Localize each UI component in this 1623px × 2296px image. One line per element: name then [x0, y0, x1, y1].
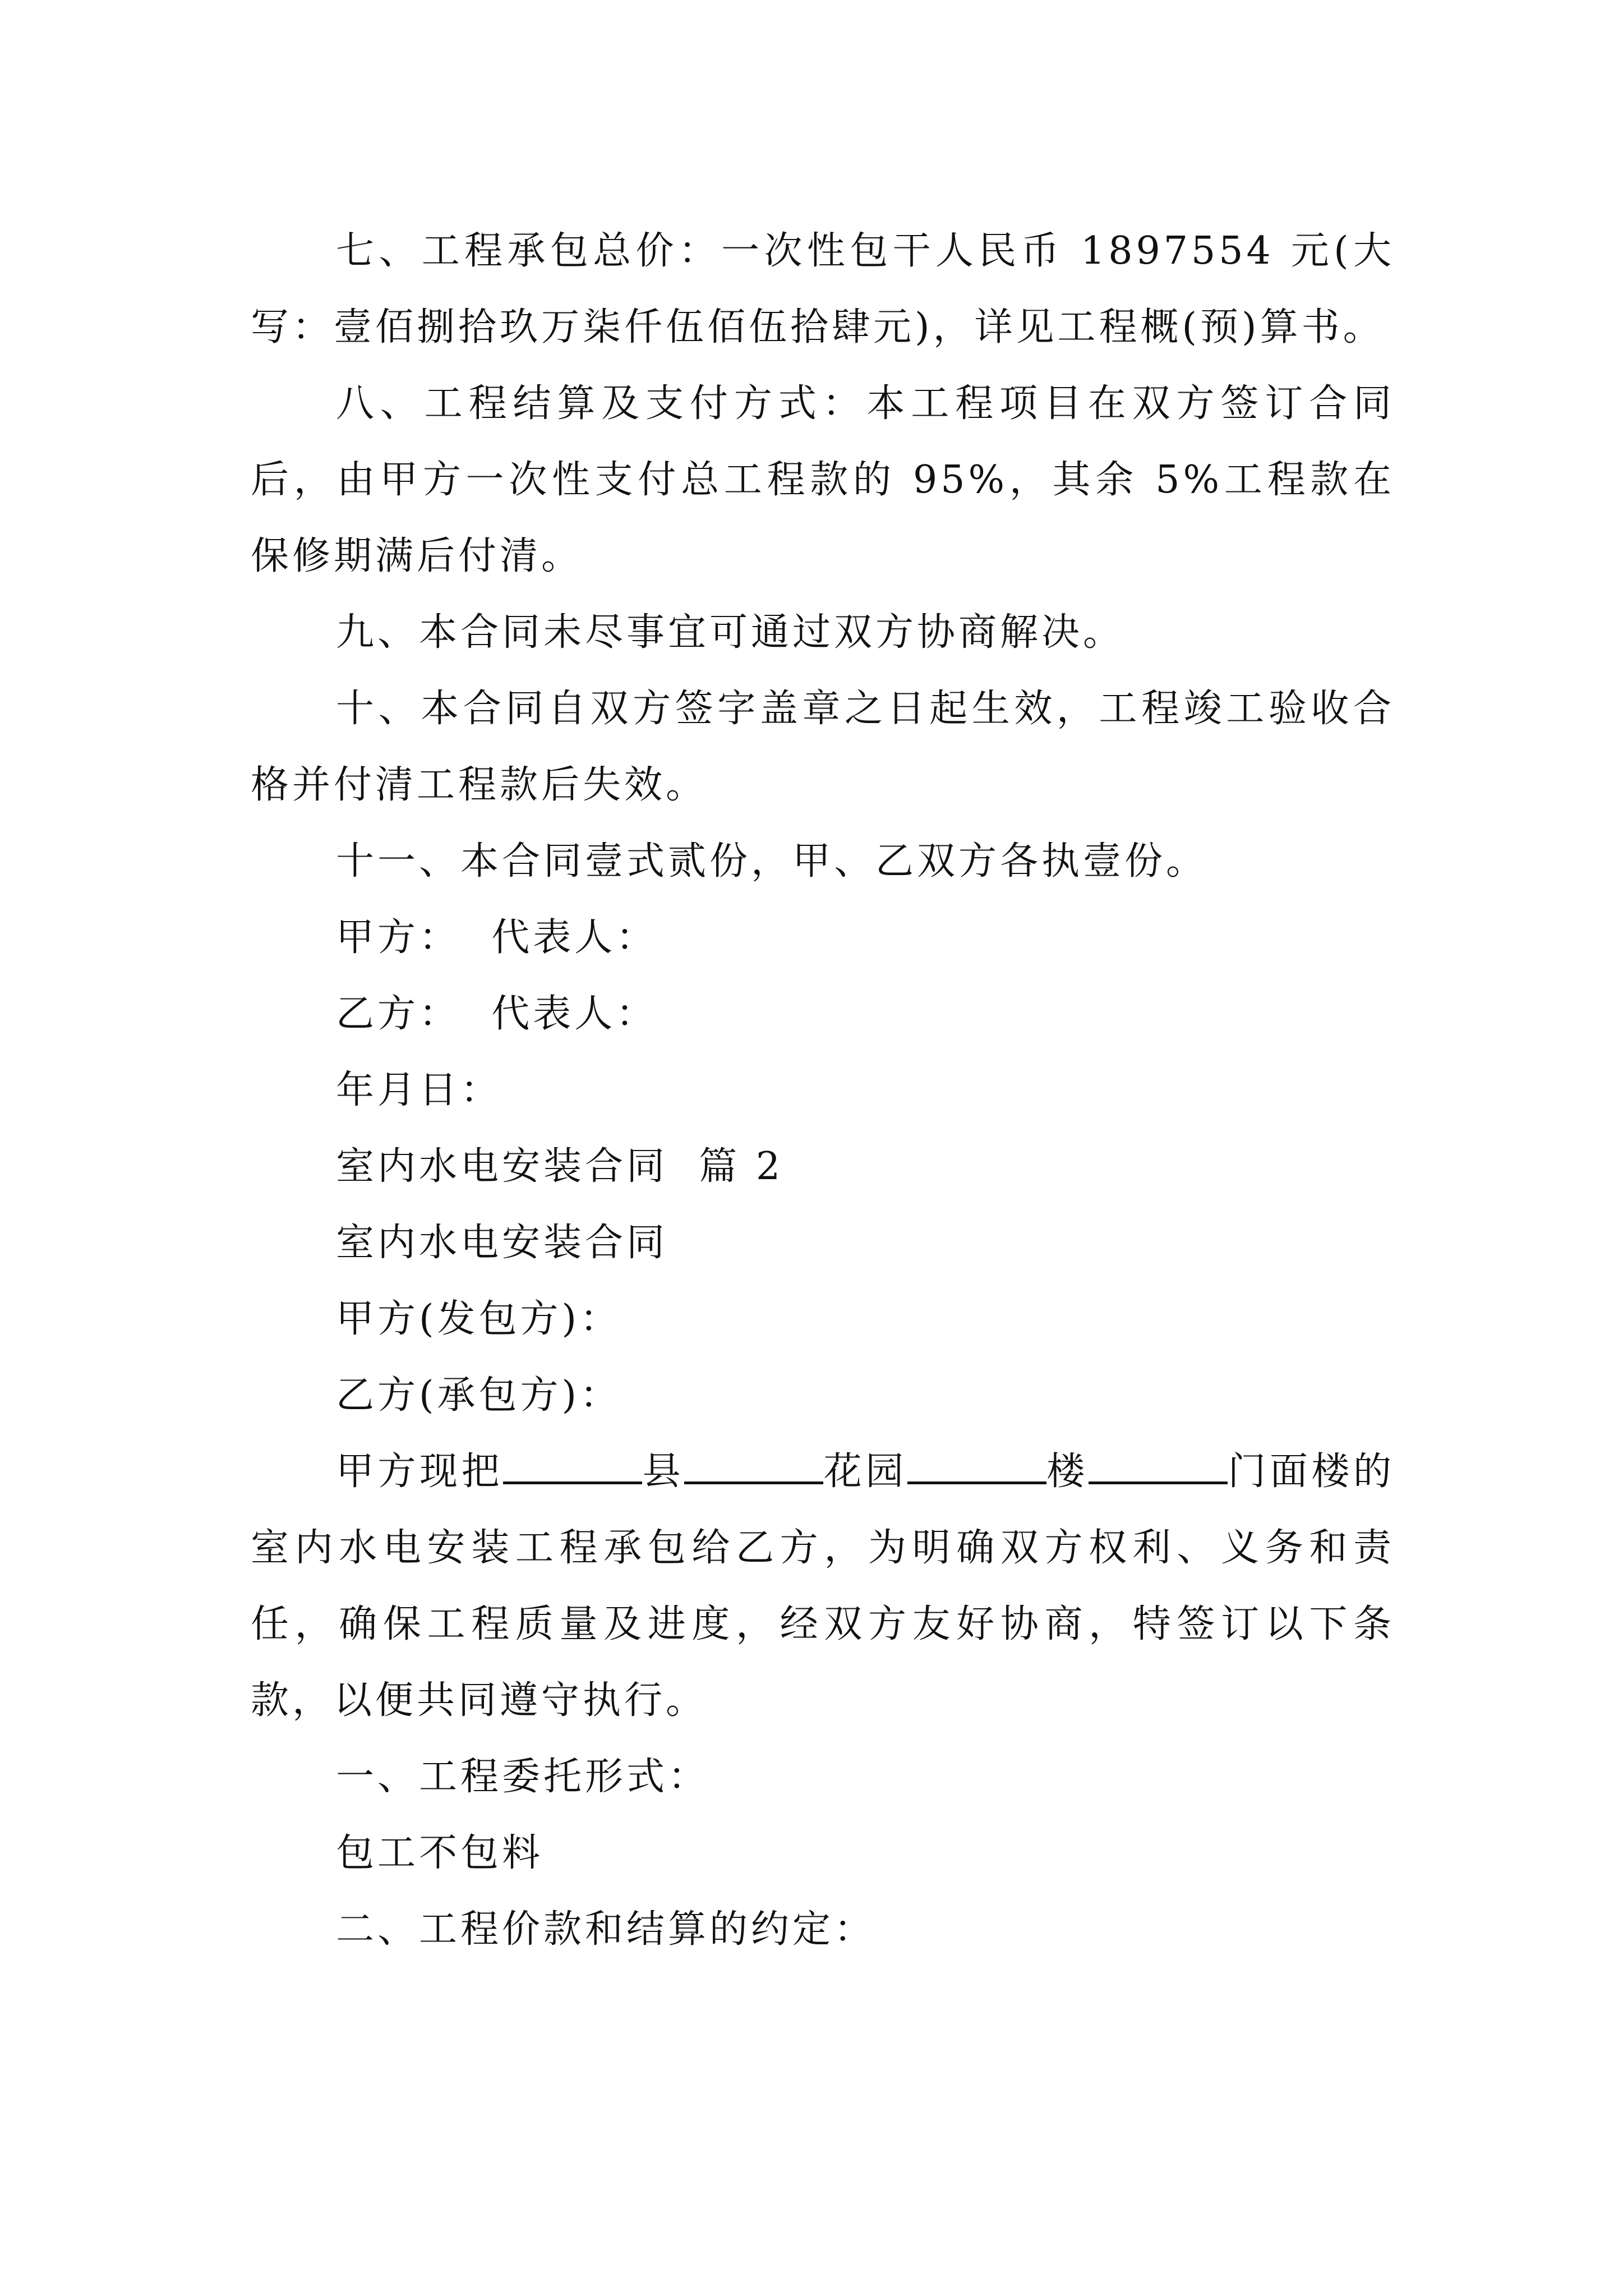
section-2-heading: 室内水电安装合同 篇 2 [336, 1144, 784, 1189]
party-b-signature-line: 乙方： 代表人： [336, 992, 658, 1036]
document-page [251, 213, 1395, 1968]
party-a-signature-line: 甲方： 代表人： [336, 915, 658, 960]
intro-rest: 门面楼的室内水电安装工程承包给乙方，为明确双方权利、义务和责任，确保工程质量及进度，经双方友好协商，特签订以下条款，以便共同遵守执行。 [251, 1450, 1395, 1723]
clause-2-heading: 二、工程价款和结算的约定： [336, 1907, 876, 1952]
intro-garden: 花园 [823, 1450, 907, 1494]
clause-8-settlement: 八、工程结算及支付方式：本工程项目在双方签订合同后，由甲方一次性支付总工程款的 95%，其余 5%工程款在保修期满后付清。 [251, 381, 1395, 578]
storefront-blank[interactable] [1089, 1449, 1228, 1484]
clause-1-heading: 一、工程委托形式： [336, 1755, 710, 1799]
intro-paragraph [251, 1434, 1395, 1739]
clause-1-body: 包工不包料 [336, 1831, 544, 1875]
contract-title: 室内水电安装合同 [336, 1221, 668, 1265]
party-b-label: 乙方(承包方)： [336, 1373, 622, 1418]
building-blank[interactable] [907, 1449, 1046, 1484]
clause-7-total-price: 七、工程承包总价：一次性包干人民币 1897554 元(大写：壹佰捌拾玖万柒仟伍佰伍拾肆元)，详见工程概(预)算书。 [251, 229, 1395, 349]
intro-county: 县 [642, 1450, 685, 1494]
clause-10-effective: 十、本合同自双方签字盖章之日起生效，工程竣工验收合格并付清工程款后失效。 [251, 687, 1395, 807]
intro-building: 楼 [1046, 1450, 1089, 1494]
county-blank[interactable] [503, 1449, 642, 1484]
date-line: 年月日： [336, 1068, 502, 1112]
clause-11-copies: 十一、本合同壹式贰份，甲、乙双方各执壹份。 [336, 839, 1208, 884]
clause-9-unresolved-matters: 九、本合同未尽事宜可通过双方协商解决。 [336, 610, 1125, 655]
party-a-label: 甲方(发包方)： [336, 1297, 622, 1341]
garden-blank[interactable] [684, 1449, 823, 1484]
intro-lead: 甲方现把 [336, 1450, 504, 1494]
